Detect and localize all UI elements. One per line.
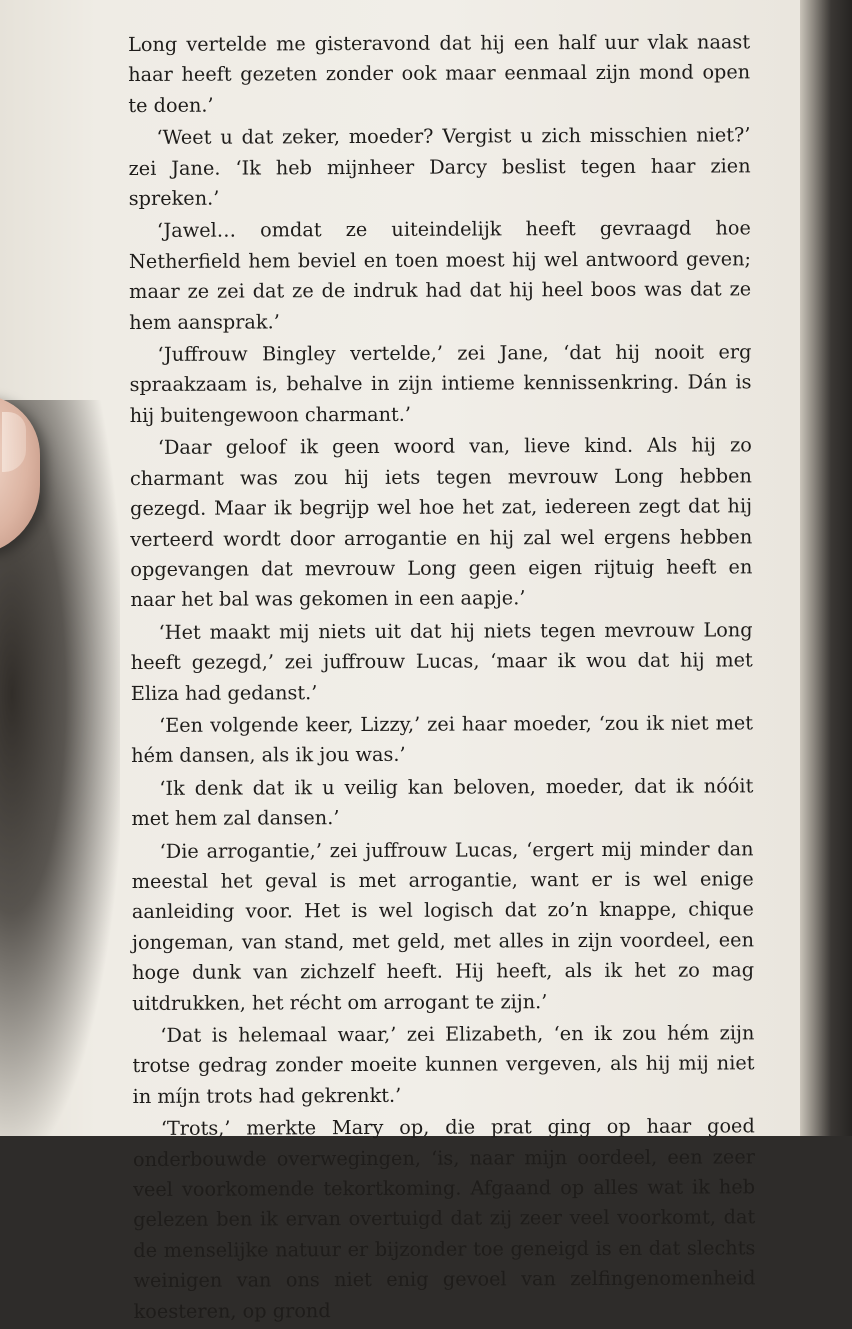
paragraph: ‘Ik denk dat ik u veilig kan beloven, moeder, dat ik nóóit met hem zal dansen.’ bbox=[131, 774, 754, 831]
paragraph: ‘Dat is helemaal waar,’ zei Elizabeth, ‘en ik zou hém zijn trotse gedrag zonder moeite kunnen vergeven, als hij mij niet in míjn trots had gekrenkt.’ bbox=[132, 1021, 755, 1108]
paragraph: ‘Trots,’ merkte Mary op, die prat ging op haar goed onderbouwde overwegingen, ‘is, naar mijn oordeel, een zeer veel voorkomende tekortkoming. Afgaand op alles wat ik heb gelezen ben ik ervan overtuigd dat zij zeer veel voorkomt, dat de menselijke natuur er bijzonder toe geneigd is en dat slechts weinigen van ons niet enig gevoel van zelfingenomenheid koesteren, op grond bbox=[132, 1114, 756, 1323]
page-edge-shadow bbox=[800, 0, 852, 1136]
paragraph: Long vertelde me gisteravond dat hij een half uur vlak naast haar heeft gezeten zonder ook maar eenmaal zijn mond open te doen.’ bbox=[128, 30, 751, 117]
paragraph: ‘Die arrogantie,’ zei juffrouw Lucas, ‘ergert mij minder dan meestal het geval is met arrogantie, want er is wel enige aanleiding voor. Het is wel logisch dat zo’n knappe, chique jongeman, van stand, met geld, met alles in zijn voordeel, een hoge dunk van zichzelf heeft. Hij heeft, als ik het zo mag uitdrukken, het récht om arrogant te zijn.’ bbox=[131, 836, 755, 1015]
paragraph: ‘Het maakt mij niets uit dat hij niets tegen mevrouw Long heeft gezegd,’ zei juffrouw Lucas, ‘maar ik wou dat hij met Eliza had gedanst.’ bbox=[130, 617, 753, 705]
paragraph: ‘Juffrouw Bingley vertelde,’ zei Jane, ‘dat hij nooit erg spraakzaam is, behalve in zijn intieme kennissenkring. Dán is hij buitengewoon charmant.’ bbox=[129, 340, 752, 427]
paragraph: ‘Weet u dat zeker, moeder? Vergist u zich misschien niet?’ zei Jane. ‘Ik heb mijnheer Darcy beslist tegen haar zien spreken.’ bbox=[128, 123, 751, 211]
page-text bbox=[128, 27, 756, 1329]
paragraph: ‘Een volgende keer, Lizzy,’ zei haar moeder, ‘zou ik niet met hém dansen, als ik jou was.’ bbox=[131, 711, 754, 768]
paragraph: ‘Jawel… omdat ze uiteindelijk heeft gevraagd hoe Netherfield hem beviel en toen moest hij wel antwoord geven; maar ze zei dat ze de indruk had dat hij heel boos was dat ze hem aansprak.’ bbox=[128, 216, 752, 334]
paragraph: ‘Daar geloof ik geen woord van, lieve kind. Als hij zo charmant was zou hij iets tegen mevrouw Long hebben gezegd. Maar ik begrijp wel hoe het zat, iedereen zegt dat hij verteerd wordt door arrogantie en hij zal wel ergens hebben opgevangen dat mevrouw Long geen eigen rijtuig heeft en naar het bal was gekomen in een aapje.’ bbox=[129, 433, 753, 612]
